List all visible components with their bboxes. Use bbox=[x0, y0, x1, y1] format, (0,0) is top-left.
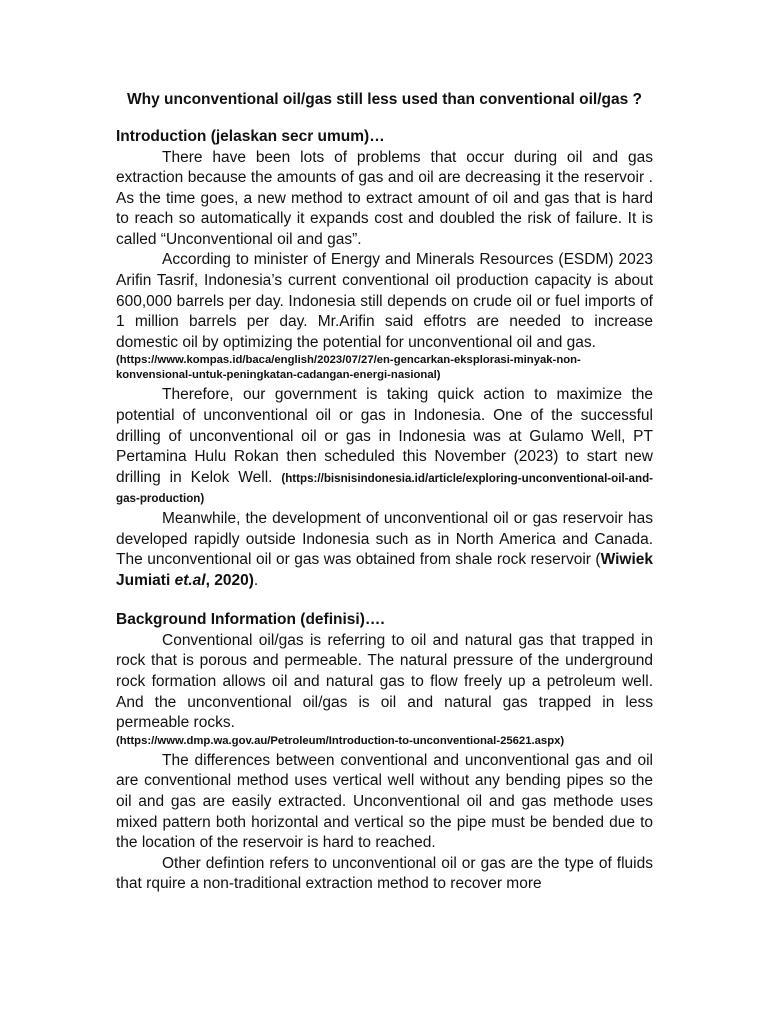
citation-year: , 2020) bbox=[205, 571, 254, 589]
introduction-paragraph-3 bbox=[116, 385, 653, 509]
background-paragraph-3: Other defintion refers to unconventional oil or gas are the type of fluids that rquire a non-traditional extraction method to recover more bbox=[116, 854, 653, 893]
introduction-heading: Introduction (jelaskan secr umum)… bbox=[116, 128, 385, 145]
background-paragraph-2: The differences between conventional and unconventional gas and oil are conventional method uses vertical well without any bending pipes so the oil and gas are easily extracted. Unconventional oil and gas methode uses mixed pattern both horizontal and vertical so the pipe must be bended due to the location of the reservoir is hard to reached. bbox=[116, 751, 653, 852]
background-heading: Background Information (definisi)…. bbox=[116, 611, 385, 629]
introduction-paragraph-4-end: . bbox=[253, 571, 259, 589]
bisnis-source-link[interactable]: (https://bisnisindonesia.id/article/exploring-unconventional-oil-and-gas-production) bbox=[116, 471, 654, 506]
document-title: Why unconventional oil/gas still less used than conventional oil/gas ? bbox=[126, 91, 643, 108]
citation-etal: et.al bbox=[174, 571, 206, 589]
background-paragraph-1: Conventional oil/gas is referring to oil and natural gas that trapped in rock that is porous and permeable. The natural pressure of the underground rock formation allows oil and natural gas to flow freely up a petroleum well. And the unconventional oil/gas is oil and natural gas trapped in less permeable rocks. bbox=[116, 631, 653, 732]
dmp-source-link[interactable]: (https://www.dmp.wa.gov.au/Petroleum/Introduction-to-unconventional-25621.aspx) bbox=[116, 734, 565, 747]
introduction-paragraph-2: According to minister of Energy and Minerals Resources (ESDM) 2023 Arifin Tasrif, Indonesia’s current conventional oil production capacity is about 600,000 barrels per day. Indonesia still depends on crude oil or fuel imports of 1 million barrels per day. Mr.Arifin said effotrs are needed to increase domestic oil by optimizing the potential for unconventional oil and gas. bbox=[116, 251, 653, 351]
introduction-paragraph-4 bbox=[116, 509, 653, 591]
introduction-paragraph-3-text: Therefore, our government is taking quick action to maximize the potential of unconventional oil or gas in Indonesia. One of the successful drilling of unconventional oil or gas in Indonesia was at Gulamo Well, PT Pertamina Hulu Rokan then scheduled this November (2023) to start new drilling in Kelok Well. bbox=[116, 386, 653, 486]
introduction-paragraph-1: There have been lots of problems that occur during oil and gas extraction because the amounts of gas and oil are decreasing it the reservoir . As the time goes, a new method to extract amount of oil and gas that is hard to reach so automatically it expands cost and doubled the risk of failure. It is called “Unconventional oil and gas”. bbox=[116, 148, 653, 248]
kompas-source-link[interactable]: (https://www.kompas.id/baca/english/2023/07/27/en-gencarkan-eksplorasi-minyak-non-konvensional-untuk-peningkatan-cadangan-energi-nasional) bbox=[116, 354, 581, 382]
citation-author: Wiwiek Jumiati bbox=[116, 551, 653, 589]
introduction-paragraph-4-text: Meanwhile, the development of unconventional oil or gas reservoir has developed rapidly outside Indonesia such as in North America and Canada. The unconventional oil or gas was obtained from shale rock reservoir ( bbox=[116, 510, 653, 569]
